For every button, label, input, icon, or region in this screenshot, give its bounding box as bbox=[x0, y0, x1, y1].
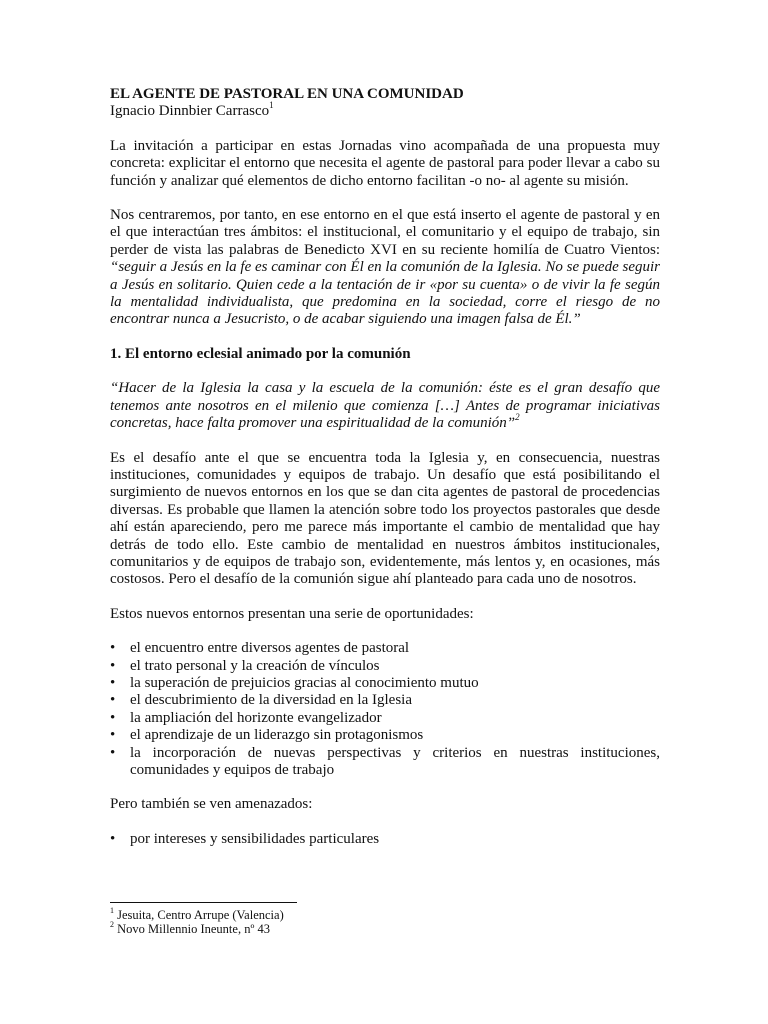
footnote-text: Novo Millennio Ineunte, nº 43 bbox=[117, 922, 270, 936]
benedict-quote: “seguir a Jesús en la fe es caminar con Él en la comunión de la Iglesia. No se puede seguir a Jesús en solitario. Quien cede a la tentación de ir «por su cuenta» o de vivir la fe según la mentalidad individualista, que predomina en la sociedad, corre el riesgo de no encontrar nunca a Jesucristo, o de acabar siguiendo una imagen falsa de Él.” bbox=[110, 259, 660, 328]
intro-paragraph-2-text: Nos centraremos, por tanto, en ese entorno en el que está inserto el agente de pastoral y en el que interactúan tres ámbitos: el institucional, el comunitario y el equipo de trabajo, sin perder de vista las palabras de Benedicto XVI en su reciente homilía de Cuatro Vientos: bbox=[110, 207, 660, 258]
bullet-icon: • bbox=[110, 744, 116, 761]
list-item-text: la ampliación del horizonte evangelizador bbox=[130, 709, 382, 726]
list-item-text: por intereses y sensibilidades particulares bbox=[130, 830, 380, 847]
bullet-icon: • bbox=[110, 657, 116, 674]
list-item-text: el aprendizaje de un liderazgo sin protagonismos bbox=[130, 727, 424, 744]
list-item bbox=[110, 692, 660, 709]
bullet-icon: • bbox=[110, 727, 116, 744]
bullet-icon: • bbox=[110, 830, 116, 847]
author-name: Ignacio Dinnbier Carrasco bbox=[110, 103, 270, 120]
document-title: EL AGENTE DE PASTORAL EN UNA COMUNIDAD bbox=[110, 86, 464, 102]
footnote-number: 2 bbox=[110, 919, 114, 929]
list-item bbox=[110, 727, 660, 744]
list-item-text: la superación de prejuicios gracias al conocimiento mutuo bbox=[130, 674, 479, 691]
footnote-1 bbox=[110, 905, 660, 922]
footnotes bbox=[110, 902, 660, 936]
footnote-2 bbox=[110, 919, 660, 936]
section1-paragraph-2: Estos nuevos entornos presentan una serie de oportunidades: bbox=[110, 605, 474, 622]
footnote-number: 1 bbox=[110, 905, 114, 915]
list-item bbox=[110, 658, 660, 675]
list-item bbox=[110, 640, 660, 657]
list-item-text: el trato personal y la creación de vínculos bbox=[130, 657, 380, 674]
bullet-icon: • bbox=[110, 692, 116, 709]
list-item bbox=[110, 745, 660, 780]
millennio-quote-text: “Hacer de la Iglesia la casa y la escuela de la comunión: éste es el gran desafío que tenemos ante nosotros en el milenio que comienza […] Antes de programar iniciativas concretas, hace falta promover una espiritualidad de la comunión” bbox=[110, 380, 660, 432]
opportunities-list bbox=[110, 640, 660, 779]
list-item bbox=[110, 710, 660, 727]
footnote-divider bbox=[110, 902, 297, 903]
list-item-text: la incorporación de nuevas perspectivas y criterios en nuestras instituciones, comunidades y equipos de trabajo bbox=[130, 744, 660, 778]
threats-list bbox=[110, 831, 660, 848]
section1-paragraph-3: Pero también se ven amenazados: bbox=[110, 796, 313, 813]
section-heading-1: 1. El entorno eclesial animado por la comunión bbox=[110, 345, 411, 362]
list-item-text: el descubrimiento de la diversidad en la Iglesia bbox=[130, 692, 412, 709]
intro-paragraph-1: La invitación a participar en estas Jornadas vino acompañada de una propuesta muy concreta: explicitar el entorno que necesita el agente de pastoral para poder llevar a cabo su función y analizar qué elementos de dicho entorno facilitan -o no- al agente su misión. bbox=[110, 137, 660, 189]
footnote-ref-1[interactable]: 1 bbox=[269, 100, 274, 111]
author-line bbox=[110, 100, 660, 120]
list-item-text: el encuentro entre diversos agentes de pastoral bbox=[130, 640, 410, 657]
bullet-icon: • bbox=[110, 709, 116, 726]
list-item bbox=[110, 831, 660, 848]
bullet-icon: • bbox=[110, 674, 116, 691]
millennio-quote bbox=[110, 380, 660, 432]
footnote-text: Jesuita, Centro Arrupe (Valencia) bbox=[117, 908, 284, 922]
section1-paragraph-1: Es el desafío ante el que se encuentra toda la Iglesia y, en consecuencia, nuestras instituciones, comunidades y equipos de trabajo. Un desafío que está posibilitando el surgimiento de nuevos entornos en los que se dan cita agentes de pastoral de procedencias diversas. Es probable que llamen la atención sobre todo los proyectos pastorales que desde ahí están apareciendo, pero me parece más importante el cambio de mentalidad que hay detrás de todo ello. Este cambio de mentalidad en nuestros ámbitos institucionales, comunitarios y de equipos de trabajo son, evidentemente, más lentos y, en ocasiones, más costosos. Pero el desafío de la comunión sigue ahí planteado para cada uno de nosotros. bbox=[110, 449, 660, 588]
bullet-icon: • bbox=[110, 640, 116, 657]
document-body bbox=[110, 86, 660, 865]
footnote-ref-2[interactable]: 2 bbox=[515, 412, 520, 423]
intro-paragraph-2 bbox=[110, 207, 660, 329]
list-item bbox=[110, 675, 660, 692]
